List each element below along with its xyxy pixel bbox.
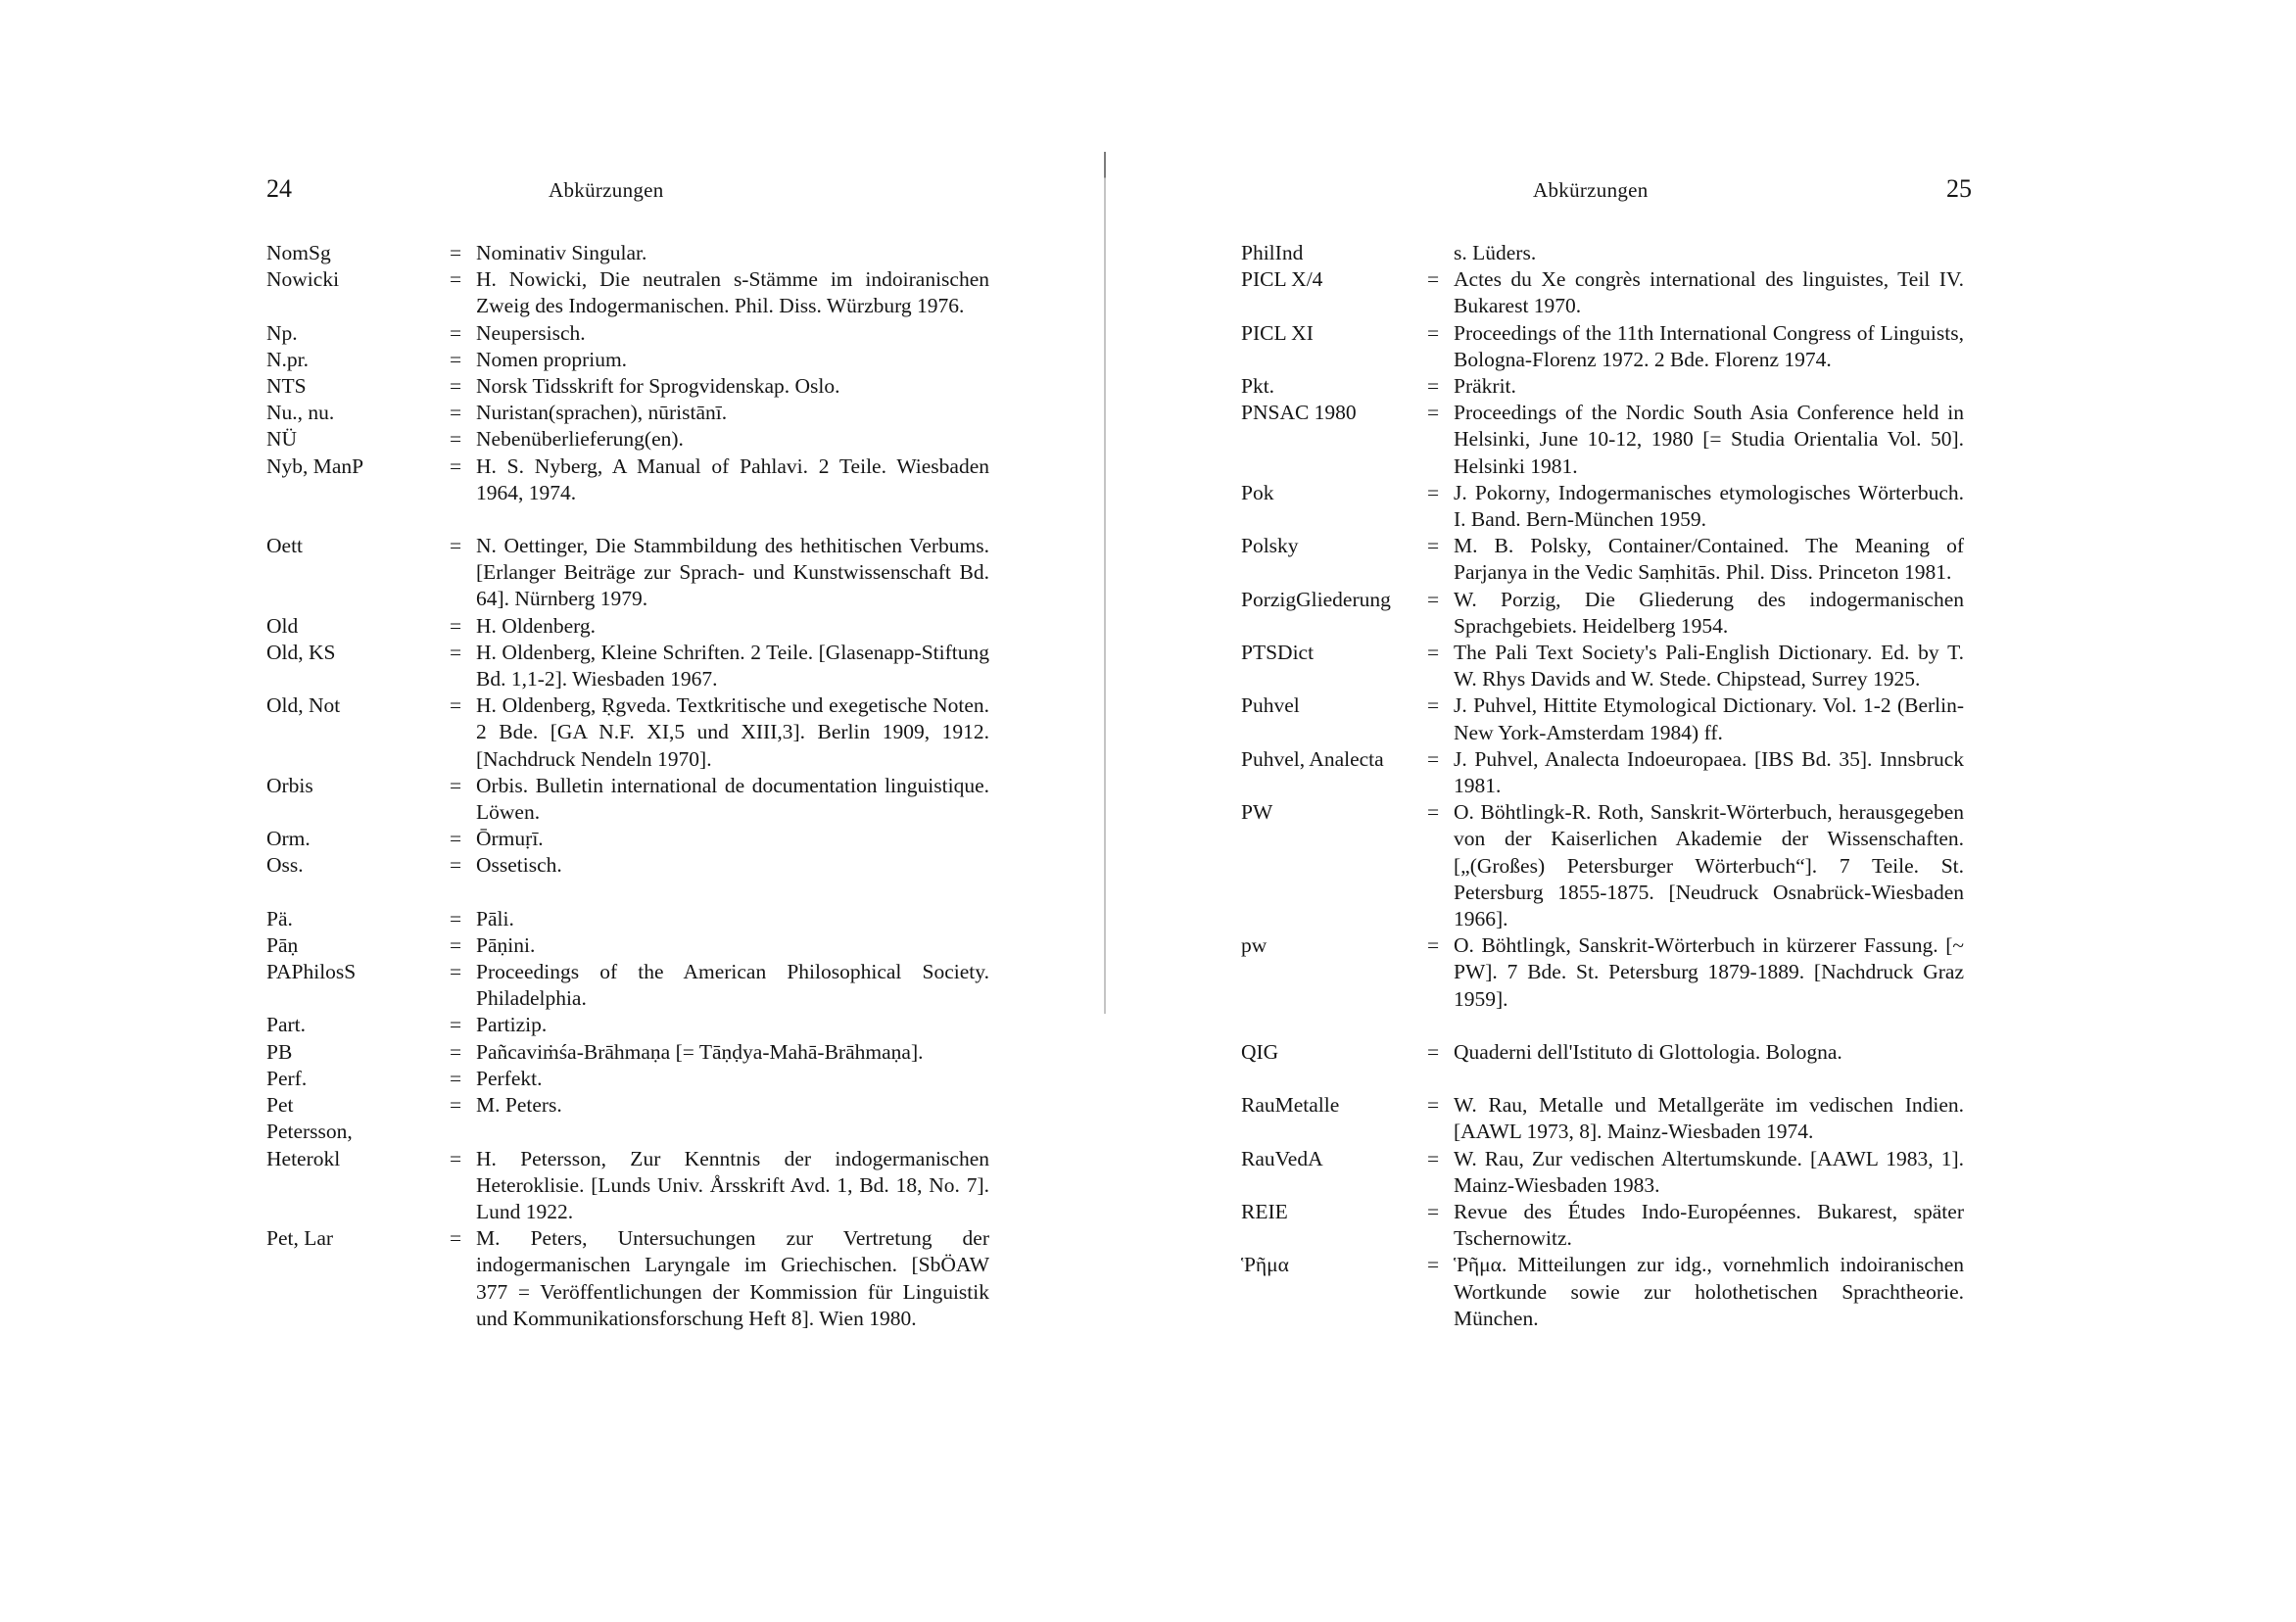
abbreviation-term: Pkt. bbox=[1241, 374, 1275, 399]
equals-sign: = bbox=[450, 534, 462, 558]
abbreviation-term: RauMetalle bbox=[1241, 1093, 1340, 1118]
abbreviation-term: RauVedA bbox=[1241, 1146, 1323, 1170]
equals-sign: = bbox=[1427, 933, 1440, 958]
abbreviation-entry bbox=[1241, 320, 1964, 373]
abbreviation-entry bbox=[1241, 587, 1964, 640]
book-gutter bbox=[1104, 152, 1106, 1014]
equals-sign: = bbox=[450, 267, 462, 292]
abbreviation-definition: M. B. Polsky, Container/Contained. The Meaning of Parjanya in the Vedic Saṃhitās. Phil. Diss. Princeton 1981. bbox=[1454, 534, 1964, 585]
equals-sign: = bbox=[1427, 746, 1440, 771]
abbreviation-term: Np. bbox=[266, 320, 298, 345]
abbreviation-entry bbox=[1241, 373, 1964, 400]
abbreviation-entry bbox=[266, 826, 989, 852]
abbreviation-entry bbox=[266, 400, 989, 426]
equals-sign: = bbox=[450, 1013, 462, 1037]
equals-sign: = bbox=[1427, 641, 1440, 665]
abbreviation-entry bbox=[1241, 932, 1964, 1013]
abbreviation-entry bbox=[1241, 400, 1964, 480]
abbreviation-definition: Proceedings of the 11th International Congress of Linguists, Bologna-Florenz 1972. 2 Bde. Florenz 1974. bbox=[1454, 320, 1964, 371]
abbreviation-entry bbox=[1241, 746, 1964, 799]
equals-sign: = bbox=[450, 1146, 462, 1170]
equals-sign: = bbox=[450, 1066, 462, 1090]
abbreviation-term: Puhvel, Analecta bbox=[1241, 746, 1384, 771]
abbreviation-definition: Revue des Études Indo-Européennes. Bukarest, später Tschernowitz. bbox=[1454, 1199, 1964, 1251]
equals-sign: = bbox=[450, 427, 462, 452]
abbreviation-definition: Nebenüberlieferung(en). bbox=[476, 427, 684, 452]
abbreviation-definition: Neupersisch. bbox=[476, 320, 586, 345]
equals-sign: = bbox=[450, 693, 462, 718]
abbreviation-term: NTS bbox=[266, 374, 307, 399]
abbreviation-term: Nu., nu. bbox=[266, 401, 335, 425]
abbreviation-term: Old, Not bbox=[266, 693, 341, 718]
abbreviation-entry bbox=[1241, 480, 1964, 533]
abbreviation-term: Old bbox=[266, 613, 299, 638]
abbreviation-definition: J. Puhvel, Analecta Indoeuropaea. [IBS Bd. 35]. Innsbruck 1981. bbox=[1454, 746, 1964, 798]
abbreviation-entry bbox=[266, 240, 989, 266]
abbreviation-term: Pok bbox=[1241, 480, 1274, 504]
abbreviation-definition: J. Pokorny, Indogermanisches etymologisches Wörterbuch. I. Band. Bern-München 1959. bbox=[1454, 480, 1964, 532]
abbreviation-entry bbox=[266, 1012, 989, 1038]
abbreviation-term: REIE bbox=[1241, 1199, 1288, 1223]
equals-sign: = bbox=[450, 1226, 462, 1251]
abbreviation-entry bbox=[266, 453, 989, 506]
equals-sign: = bbox=[450, 853, 462, 878]
abbreviation-term: PB bbox=[266, 1039, 293, 1064]
abbreviation-entry bbox=[1241, 1092, 1964, 1145]
abbreviation-term: Pet, Lar bbox=[266, 1226, 334, 1251]
abbreviation-entry bbox=[1241, 1199, 1964, 1252]
abbreviation-definition: Partizip. bbox=[476, 1013, 548, 1037]
abbreviation-entry bbox=[266, 1119, 989, 1145]
equals-sign: = bbox=[450, 613, 462, 638]
equals-sign: = bbox=[450, 320, 462, 345]
equals-sign: = bbox=[450, 906, 462, 930]
abbreviation-term: Heterokl bbox=[266, 1146, 341, 1170]
equals-sign: = bbox=[450, 1039, 462, 1064]
equals-sign: = bbox=[450, 932, 462, 957]
abbreviation-definition: Proceedings of the Nordic South Asia Conference held in Helsinki, June 10-12, 1980 [= Studia Orientalia Vol. 50]. Helsinki 1981. bbox=[1454, 401, 1964, 478]
abbreviation-entry bbox=[266, 1146, 989, 1226]
equals-sign bbox=[1427, 240, 1454, 266]
abbreviation-definition: Nuristan(sprachen), nūristānī. bbox=[476, 401, 728, 425]
abbreviation-definition: H. Oldenberg. bbox=[476, 613, 597, 638]
abbreviation-definition: H. Oldenberg, Ṛgveda. Textkritische und exegetische Noten. 2 Bde. [GA N.F. XI,5 und XIII,3]. Berlin 1909, 1912. [Nachdruck Nendeln 1970]. bbox=[476, 693, 989, 771]
abbreviation-term: Oett bbox=[266, 534, 304, 558]
abbreviation-definition: Präkrit. bbox=[1454, 374, 1516, 399]
abbreviation-definition: N. Oettinger, Die Stammbildung des hethitischen Verbums. [Erlanger Beiträge zur Sprach- und Kunstwissenschaft Bd. 64]. Nürnberg 1979. bbox=[476, 534, 989, 611]
abbreviation-definition: Ōrmuṛī. bbox=[476, 827, 544, 851]
equals-sign: = bbox=[1427, 1093, 1440, 1118]
equals-sign: = bbox=[1427, 374, 1440, 399]
abbreviation-definition bbox=[476, 1119, 989, 1145]
abbreviation-term: Ῥῆμα bbox=[1241, 1253, 1289, 1277]
abbreviation-definition: Norsk Tidsskrift for Sprogvidenskap. Oslo. bbox=[476, 374, 840, 399]
equals-sign: = bbox=[1427, 693, 1440, 718]
abbreviation-entry bbox=[1241, 266, 1964, 319]
abbreviation-term: Part. bbox=[266, 1013, 307, 1037]
equals-sign: = bbox=[1427, 267, 1440, 292]
equals-sign: = bbox=[1427, 534, 1440, 558]
abbreviation-definition: W. Rau, Metalle und Metallgeräte im vedischen Indien. [AAWL 1973, 8]. Mainz-Wiesbaden 1974. bbox=[1454, 1093, 1964, 1144]
abbreviation-term: PICL XI bbox=[1241, 320, 1314, 345]
abbreviation-term: PW bbox=[1241, 800, 1273, 825]
abbreviation-entry bbox=[266, 426, 989, 453]
abbreviation-term: PTSDict bbox=[1241, 641, 1315, 665]
equals-sign: = bbox=[450, 1093, 462, 1118]
abbreviation-definition: H. Petersson, Zur Kenntnis der indogermanischen Heteroklisie. [Lunds Univ. Årsskrift Avd. 1, Bd. 18, No. 7]. Lund 1922. bbox=[476, 1146, 989, 1223]
right-page-number: 25 bbox=[1946, 174, 1972, 203]
equals-sign: = bbox=[450, 960, 462, 984]
abbreviation-term: Polsky bbox=[1241, 534, 1299, 558]
right-page bbox=[1239, 0, 1972, 1622]
abbreviation-definition: J. Puhvel, Hittite Etymological Dictionary. Vol. 1-2 (Berlin-New York-Amsterdam 1984) ff. bbox=[1454, 693, 1964, 744]
abbreviation-entry bbox=[1241, 1039, 1964, 1066]
left-page-number: 24 bbox=[266, 174, 292, 203]
left-page-header bbox=[264, 174, 989, 217]
abbreviation-term: N.pr. bbox=[266, 347, 309, 371]
equals-sign: = bbox=[1427, 587, 1440, 611]
section-gap bbox=[1241, 1066, 1964, 1092]
abbreviation-term: Nowicki bbox=[266, 267, 340, 292]
abbreviation-entry bbox=[1241, 640, 1964, 692]
abbreviation-entry bbox=[266, 959, 989, 1012]
abbreviation-entry bbox=[266, 1039, 989, 1066]
equals-sign: = bbox=[450, 827, 462, 851]
left-running-title: Abkürzungen bbox=[549, 178, 664, 202]
abbreviation-entry bbox=[266, 1066, 989, 1092]
abbreviation-term: Petersson, bbox=[266, 1120, 353, 1144]
abbreviation-definition: Ossetisch. bbox=[476, 853, 562, 878]
abbreviation-term: PICL X/4 bbox=[1241, 267, 1323, 292]
equals-sign: = bbox=[1427, 1146, 1440, 1170]
abbreviation-definition: Proceedings of the American Philosophical Society. Philadelphia. bbox=[476, 960, 989, 1011]
abbreviation-definition: O. Böhtlingk-R. Roth, Sanskrit-Wörterbuch, herausgegeben von der Kaiserlichen Akademie der Wissenschaften. [„(Großes) Petersburger Wörterbuch“]. 7 Teile. St. Petersburg 1855-1875. [Neudruck Osnabrück-Wiesbaden 1966]. bbox=[1454, 800, 1964, 931]
abbreviation-term: Pä. bbox=[266, 906, 293, 930]
equals-sign: = bbox=[1427, 401, 1440, 425]
abbreviation-term: Pāṇ bbox=[266, 932, 299, 957]
abbreviation-definition: W. Rau, Zur vedischen Altertumskunde. [AAWL 1983, 1]. Mainz-Wiesbaden 1983. bbox=[1454, 1146, 1964, 1197]
section-gap bbox=[266, 506, 989, 533]
abbreviation-definition: s. Lüders. bbox=[1454, 241, 1537, 264]
abbreviation-definition: H. Oldenberg, Kleine Schriften. 2 Teile. [Glasenapp-Stiftung Bd. 1,1-2]. Wiesbaden 1967. bbox=[476, 640, 989, 692]
abbreviation-definition: W. Porzig, Die Gliederung des indogermanischen Sprachgebiets. Heidelberg 1954. bbox=[1454, 587, 1964, 638]
abbreviation-entry bbox=[266, 1092, 989, 1119]
right-running-title: Abkürzungen bbox=[1533, 178, 1649, 202]
equals-sign: = bbox=[450, 374, 462, 399]
abbreviation-term: QIG bbox=[1241, 1039, 1279, 1064]
abbreviation-term: NÜ bbox=[266, 427, 298, 452]
equals-sign: = bbox=[450, 241, 462, 264]
abbreviation-definition: Orbis. Bulletin international de documentation linguistique. Löwen. bbox=[476, 773, 989, 825]
equals-sign: = bbox=[450, 401, 462, 425]
abbreviation-entry bbox=[1241, 692, 1964, 745]
abbreviation-term: Pet bbox=[266, 1093, 294, 1118]
abbreviation-definition: H. Nowicki, Die neutralen s-Stämme im indoiranischen Zweig des Indogermanischen. Phil. Diss. Würzburg 1976. bbox=[476, 267, 989, 318]
equals-sign: = bbox=[450, 453, 462, 478]
abbreviation-entry bbox=[266, 613, 989, 640]
abbreviation-entry bbox=[1241, 1252, 1964, 1332]
abbreviation-definition: Quaderni dell'Istituto di Glottologia. Bologna. bbox=[1454, 1039, 1842, 1064]
abbreviation-entry bbox=[1241, 1146, 1964, 1199]
section-gap bbox=[266, 880, 989, 906]
abbreviation-definition: The Pali Text Society's Pali-English Dictionary. Ed. by T. W. Rhys Davids and W. Stede. Chipstead, Surrey 1925. bbox=[1454, 641, 1964, 692]
abbreviation-definition: Nomen proprium. bbox=[476, 347, 628, 371]
equals-sign: = bbox=[1427, 320, 1440, 345]
equals-sign: = bbox=[450, 640, 462, 664]
equals-sign: = bbox=[1427, 1199, 1440, 1223]
abbreviation-entry bbox=[266, 773, 989, 826]
right-abbreviation-list bbox=[1241, 240, 1964, 1332]
abbreviation-term: pw bbox=[1241, 933, 1268, 958]
abbreviation-term: PAPhilosS bbox=[266, 960, 357, 984]
abbreviation-definition: O. Böhtlingk, Sanskrit-Wörterbuch in kürzerer Fassung. [~ PW]. 7 Bde. St. Petersburg 1879-1889. [Nachdruck Graz 1959]. bbox=[1454, 933, 1964, 1011]
abbreviation-definition: Pāli. bbox=[476, 906, 514, 930]
abbreviation-entry bbox=[266, 906, 989, 932]
abbreviation-entry bbox=[266, 266, 989, 319]
abbreviation-term: NomSg bbox=[266, 241, 331, 264]
equals-sign: = bbox=[1427, 1253, 1440, 1277]
abbreviation-definition: H. S. Nyberg, A Manual of Pahlavi. 2 Teile. Wiesbaden 1964, 1974. bbox=[476, 453, 989, 504]
equals-sign: = bbox=[1427, 480, 1440, 504]
abbreviation-term: Puhvel bbox=[1241, 693, 1300, 718]
left-abbreviation-list bbox=[266, 240, 989, 1332]
abbreviation-definition: Pāṇini. bbox=[476, 932, 536, 957]
abbreviation-entry bbox=[266, 692, 989, 773]
abbreviation-term: Orbis bbox=[266, 773, 313, 797]
abbreviation-definition: Pañcaviṁśa-Brāhmaṇa [= Tāṇḍya-Mahā-Brāhmaṇa]. bbox=[476, 1039, 924, 1064]
abbreviation-entry bbox=[266, 373, 989, 400]
abbreviation-term: Perf. bbox=[266, 1066, 308, 1090]
abbreviation-entry bbox=[1241, 533, 1964, 586]
abbreviation-entry bbox=[266, 320, 989, 347]
abbreviation-term: Oss. bbox=[266, 853, 304, 878]
left-page bbox=[264, 0, 989, 1622]
abbreviation-definition: Nominativ Singular. bbox=[476, 241, 647, 264]
abbreviation-definition: Perfekt. bbox=[476, 1066, 543, 1090]
abbreviation-term: Orm. bbox=[266, 827, 311, 851]
abbreviation-entry bbox=[266, 347, 989, 373]
right-page-header bbox=[1239, 174, 1972, 217]
abbreviation-term: PhilInd bbox=[1241, 241, 1304, 264]
equals-sign bbox=[450, 1119, 476, 1145]
abbreviation-entry bbox=[266, 1225, 989, 1332]
abbreviation-definition: Actes du Xe congrès international des linguistes, Teil IV. Bukarest 1970. bbox=[1454, 267, 1964, 318]
abbreviation-term: PorzigGliederung bbox=[1241, 587, 1391, 611]
abbreviation-definition: M. Peters. bbox=[476, 1093, 562, 1118]
abbreviation-entry bbox=[266, 852, 989, 879]
abbreviation-term: Old, KS bbox=[266, 640, 336, 664]
abbreviation-definition: Ῥῆμα. Mitteilungen zur idg., vornehmlich indoiranischen Wortkunde sowie zur holothetischen Sprachtheorie. München. bbox=[1454, 1253, 1964, 1330]
abbreviation-definition: M. Peters, Untersuchungen zur Vertretung der indogermanischen Laryngale im Griechischen. [SbÖAW 377 = Veröffentlichungen der Kommission für Linguistik und Kommunikationsforschung Heft 8]. Wien 1980. bbox=[476, 1226, 989, 1330]
equals-sign: = bbox=[1427, 1039, 1440, 1064]
abbreviation-term: PNSAC 1980 bbox=[1241, 401, 1357, 425]
equals-sign: = bbox=[1427, 800, 1440, 825]
section-gap bbox=[1241, 1013, 1964, 1039]
abbreviation-term: Nyb, ManP bbox=[266, 453, 364, 478]
abbreviation-entry bbox=[266, 533, 989, 613]
equals-sign: = bbox=[450, 773, 462, 797]
abbreviation-entry bbox=[266, 640, 989, 692]
abbreviation-entry bbox=[1241, 799, 1964, 932]
abbreviation-entry bbox=[266, 932, 989, 959]
abbreviation-entry bbox=[1241, 240, 1964, 266]
equals-sign: = bbox=[450, 347, 462, 371]
